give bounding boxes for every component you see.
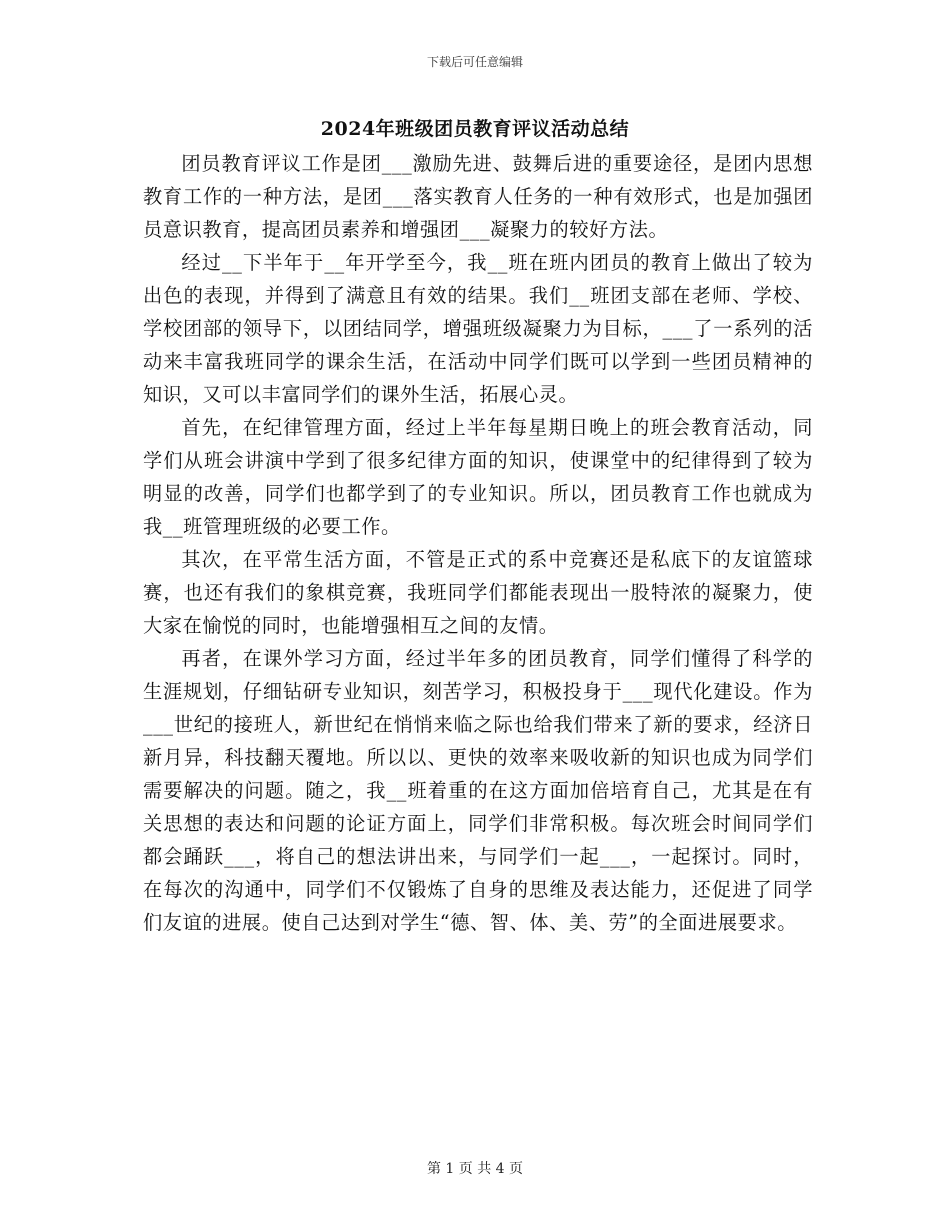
page-header-note: 下载后可任意编辑 xyxy=(426,55,523,69)
document-title: 2024年班级团员教育评议活动总结 xyxy=(320,118,630,140)
paragraph-1: 团员教育评议工作是团___激励先进、鼓舞后进的重要途径，是团内思想教育工作的一种方法，是团___落实教育人任务的一种有效形式，也是加强团员意识教育，提高团员素养和增强团___凝聚力的较好方法。 xyxy=(143,152,813,241)
document-body xyxy=(143,147,813,939)
paragraph-2: 经过__下半年于__年开学至今，我__班在班内团员的教育上做出了较为出色的表现，并得到了满意且有效的结果。我们__班团支部在老师、学校、学校团部的领导下，以团结同学，增强班级凝聚力为目标，___了一系列的活动来丰富我班同学的课余生活，在活动中同学们既可以学到一些团员精神的知识，又可以丰富同学们的课外生活，拓展心灵。 xyxy=(143,251,813,406)
page-footer-number: 第 1 页 共 4 页 xyxy=(426,1161,524,1177)
paragraph-4: 其次，在平常生活方面，不管是正式的系中竞赛还是私底下的友谊篮球赛，也还有我们的象棋竞赛，我班同学们都能表现出一股特浓的凝聚力，使大家在愉悦的同时，也能增强相互之间的友情。 xyxy=(143,548,813,637)
paragraph-5: 再者，在课外学习方面，经过半年多的团员教育，同学们懂得了科学的生涯规划，仔细钻研专业知识，刻苦学习，积极投身于___现代化建设。作为___世纪的接班人，新世纪在悄悄来临之际也给我们带来了新的要求，经济日新月异，科技翻天覆地。所以以、更快的效率来吸收新的知识也成为同学们需要解决的问题。随之，我__班着重的在这方面加倍培育自己，尤其是在有关思想的表达和问题的论证方面上，同学们非常积极。每次班会时间同学们都会踊跃___，将自己的想法讲出来，与同学们一起___，一起探讨。同时，在每次的沟通中，同学们不仅锻炼了自身的思维及表达能力，还促进了同学们友谊的进展。使自己达到对学生“德、智、体、美、劳”的全面进展要求。 xyxy=(143,647,813,934)
paragraph-3: 首先，在纪律管理方面，经过上半年每星期日晚上的班会教育活动，同学们从班会讲演中学到了很多纪律方面的知识，使课堂中的纪律得到了较为明显的改善，同学们也都学到了的专业知识。所以，团员教育工作也就成为我__班管理班级的必要工作。 xyxy=(143,416,813,538)
